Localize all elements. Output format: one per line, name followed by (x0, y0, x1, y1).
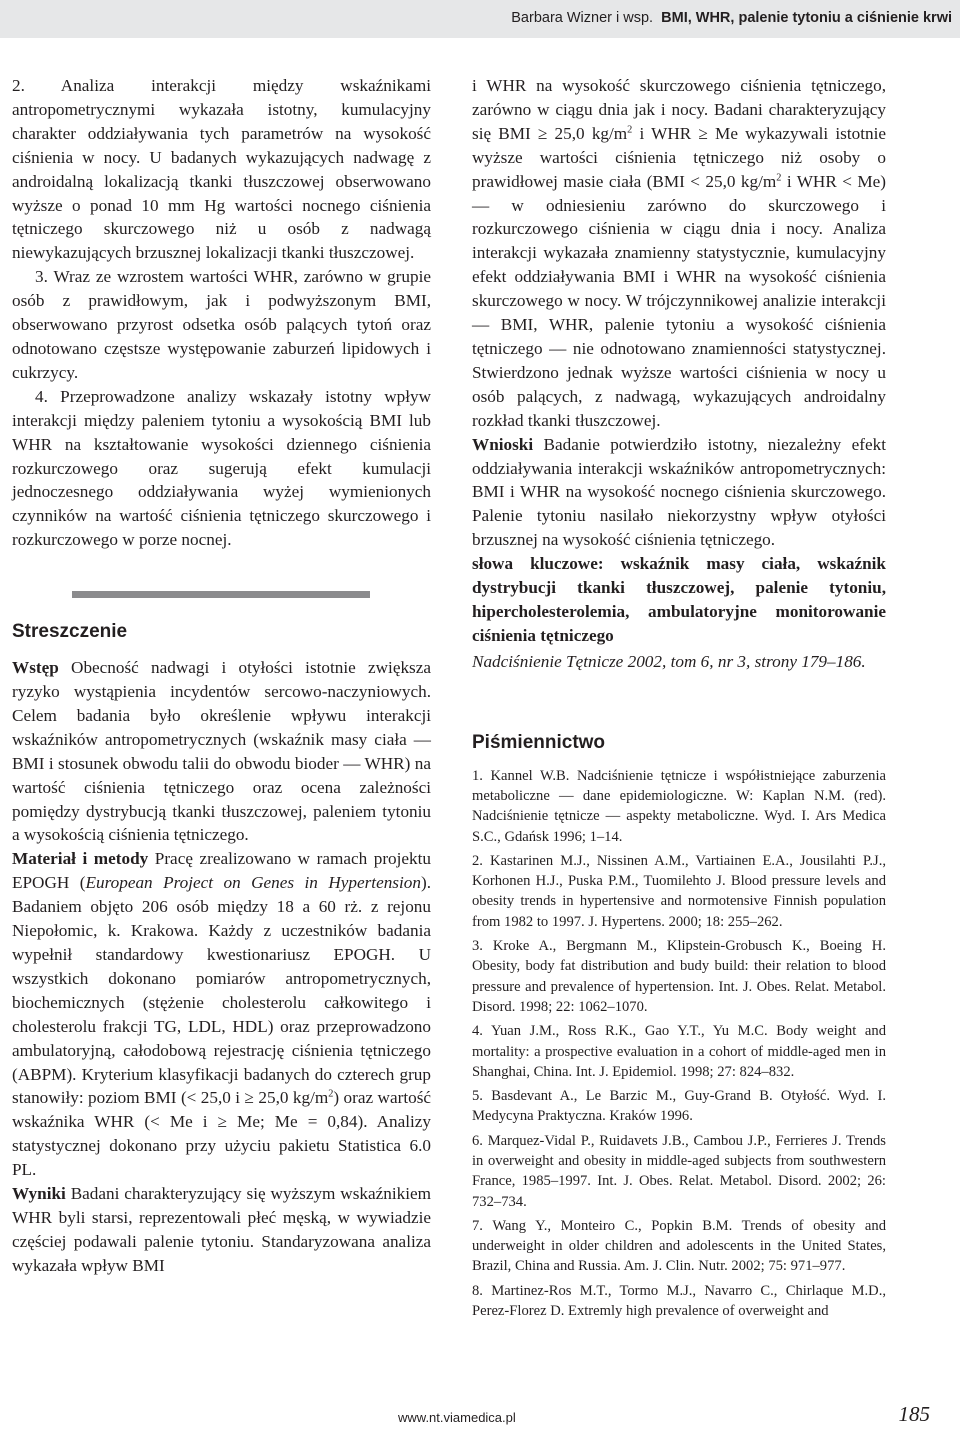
section-divider (72, 591, 370, 598)
introduction-label: Wstęp (12, 658, 59, 678)
footer-url: www.nt.viamedica.pl (398, 1410, 516, 1425)
abstract-results (12, 1182, 431, 1278)
abstract-introduction (12, 656, 431, 847)
reference-item: 7. Wang Y., Monteiro C., Popkin B.M. Trends of obesity and underweight in older children and adolescents in the United States, Brazil, China and Russia. Am. J. Clin. Nutr. 2002; 75: 971–977. (472, 1217, 886, 1275)
reference-item: 5. Basdevant A., Le Barzic M., Guy-Grand B. Otyłość. Wyd. I. Medycyna Praktyczna. Kraków 1996. (472, 1088, 886, 1125)
summary-heading: Streszczenie (12, 621, 128, 643)
results-sup-1: 2 (627, 124, 633, 136)
results-cont-c: i WHR < Me) — w odniesieniu zarówno do skurczowego i rozkurczowego ciśnienia w ciągu dnia i nocy. Analiza interakcji wykazała znamienny statystycznie, kumulacyjny efekt oddziaływania BMI i WHR na wysokość ciśnienia skurczowego w nocy. W trójczynnikowej analizie interakcji — BMI, WHR, palenie tytoniu a wysokość ciśnienia tętniczego — nie odnotowano znamienności statystycznej. Stwierdzono jednak wyższe wartości ciśnienia w nocy u osób palących, z nadwagą, wykazujących androidalny rozkład tkanki tłuszczowej. (472, 171, 886, 430)
reference-item: 2. Kastarinen M.J., Nissinen A.M., Vartiainen E.A., Jousilahti P.J., Korhonen H.J., Puska P.M., Tuomilehto J. Blood pressure levels and obesity trends in hypertensive and normotensive Finnish population from 1982 to 1997. J. Hypertens. 2000; 18: 255–262. (472, 852, 886, 930)
results-cont-a: i WHR na wysokość skurczowego ciśnienia tętniczego, zarówno w ciągu dnia jak i nocy. Badani charakteryzujący się BMI ≥ 25,0 kg/m (472, 76, 886, 143)
introduction-text: Obecność nadwagi i otyłości istotnie zwiększa ryzyko wystąpienia incydentów sercowo-naczyniowych. Celem badania było określenie wpływu interakcji wskaźników antropometrycznych (wskaźnik masy ciała — BMI i stosunek obwodu talii do obwodu bioder — WHR) na wartość ciśnienia tętniczego oraz ocena zależności pomiędzy dystrybucją tkanki tłuszczowej, paleniem tytoniu a wysokością ciśnienia tętniczego. (12, 658, 431, 845)
right-column (472, 74, 886, 1325)
header-title: BMI, WHR, palenie tytoniu a ciśnienie krwi (661, 10, 952, 26)
methods-superscript: 2 (328, 1088, 334, 1100)
reference-item: 1. Kannel W.B. Nadciśnienie tętnicze i współistniejące zaburzenia metaboliczne — dane epidemiologiczne. W: Kaplan N.M. (red). Nadciśnienie tętnicze — aspekty metaboliczne. Wyd. I. Ars Medica S.C., Gdańsk 1996; 1–14. (472, 767, 886, 845)
results-label: Wyniki (12, 1184, 66, 1204)
page-number: 185 (898, 1402, 930, 1426)
left-column (12, 74, 431, 1278)
reference-item: 8. Martinez-Ros M.T., Tormo M.J., Navarro C., Chirlaque M.D., Perez-Florez D. Extremly high prevalence of overweight and (472, 1282, 886, 1320)
journal-citation: Nadciśnienie Tętnicze 2002, tom 6, nr 3, strony 179–186. (472, 651, 866, 671)
references-list (472, 766, 886, 1322)
reference-item: 6. Marquez-Vidal P., Ruidavets J.B., Cambou J.P., Ferrieres J. Trends in overweight and obesity in middle-aged subjects from southwestern France, 1985–1997. Int. J. Obes. Relat. Metabol. Disord. 2002; 26: 732–734. (472, 1132, 886, 1210)
methods-text-c: ) oraz wartość wskaźnika WHR (< Me i ≥ Me; Me = 0,84). Analizy statystycznej dokonano przy użyciu pakietu Statistica 6.0 PL. (12, 1088, 432, 1180)
methods-project-name: European Project on Genes in Hypertension (85, 873, 421, 893)
conclusion-paragraph-3: 3. Wraz ze wzrostem wartości WHR, zarówno w grupie osób z prawidłowym, jak i podwyższonym BMI, obserwowano przyrost odsetka osób palących tytoń oraz odnotowano częstsze występowanie zaburzeń lipidowych i cukrzycy. (12, 267, 431, 382)
results-sup-2: 2 (776, 171, 782, 183)
results-cont-b: i WHR ≥ Me wykazywali istotnie wyższe wartości ciśnienia tętniczego niż osoby o prawidłowej masie ciała (BMI < 25,0 kg/m (472, 123, 886, 191)
methods-label: Materiał i metody (12, 849, 149, 869)
conclusions-label: Wnioski (472, 434, 534, 454)
methods-text-b: ). Badaniem objęto 206 osób między 18 a 60 rż. z rejonu Niepołomic, k. Krakowa. Każdy z uczestników badania wypełnił standardowy kwestionariusz EPOGH. U wszystkich dokonano pomiarów antropometrycznych, biochemicznych (stężenie cholesterolu całkowitego i cholesterolu frakcji TG, LDL, HDL) oraz przeprowadzono ambulatoryjną, całodobową rejestrację ciśnienia tętniczego (ABPM). Kryterium klasyfikacji badanych do czterech grup stanowiły: poziom BMI (< 25,0 i ≥ 25,0 kg/m (12, 873, 431, 1108)
methods-text-a: Pracę zrealizowano w ramach projektu EPOGH ( (12, 849, 431, 893)
results-text: Badani charakteryzujący się wyższym wskaźnikiem WHR byli starsi, reprezentowali płeć męską, w wywiadzie częściej podawali palenie tytoniu. Standaryzowana analiza wykazała wpływ BMI (12, 1184, 431, 1275)
conclusions-text: Badanie potwierdziło istotny, niezależny efekt oddziaływania interakcji wskaźników antropometrycznych: BMI i WHR na wysokość nocnego ciśnienia skurczowego. Palenie tytoniu nasilało niekorzystny wpływ otyłości brzusznej na wysokość ciśnienia tętniczego. (472, 434, 886, 550)
abstract-methods (12, 847, 431, 1182)
keywords: słowa kluczowe: wskaźnik masy ciała, wskaźnik dystrybucji tkanki tłuszczowej, palenie tytoniu, hipercholesterolemia, ambulatoryjne monitorowanie ciśnienia tętniczego (472, 554, 886, 645)
abstract-conclusions (472, 433, 886, 553)
reference-item: 3. Kroke A., Bergmann M., Klipstein-Grobusch K., Boeing H. Obesity, body fat distribution and budy build: their relation to blood pressure and prevalence of hypertension. Int. J. Obes. Relat. Metabol. Disord. 1998; 22: 1062–1070. (472, 938, 886, 1015)
abstract-results-continued (472, 74, 886, 433)
reference-item: 4. Yuan J.M., Ross R.K., Gao Y.T., Yu M.C. Body weight and mortality: a prospective evaluation in a cohort of middle-aged men in Shanghai, China. Int. J. Epidemiol. 1998; 27: 824–832. (472, 1023, 886, 1080)
running-header-text (511, 10, 952, 26)
conclusion-paragraph-4: 4. Przeprowadzone analizy wskazały istotny wpływ interakcji między paleniem tytoniu a wysokością BMI lub WHR na kształtowanie wysokości dziennego ciśnienia rozkurczowego oraz sugerują efekt kumulacji jednoczesnego oddziaływania wyżej wymienionych czynników na wartość ciśnienia tętniczego skurczowego i rozkurczowego w porze nocnej. (12, 386, 431, 550)
references-heading: Piśmiennictwo (472, 731, 606, 753)
header-authors: Barbara Wizner i wsp. (511, 10, 654, 26)
running-header (0, 0, 960, 38)
conclusion-paragraph-2: 2. Analiza interakcji między wskaźnikami antropometrycznymi wykazała istotny, kumulacyjny charakter oddziaływania tych parametrów na wysokość ciśnienia w nocy. U badanych wykazujących nadwagę z androidalną lokalizacją tkanki tłuszczowej obserwowano wyższe o ponad 10 mm Hg wartości nocnego ciśnienia tętniczego skurczowego niż u osób z nadwagą niewykazujących brzusznej lokalizacji tkanki tłuszczowej. (12, 76, 431, 263)
